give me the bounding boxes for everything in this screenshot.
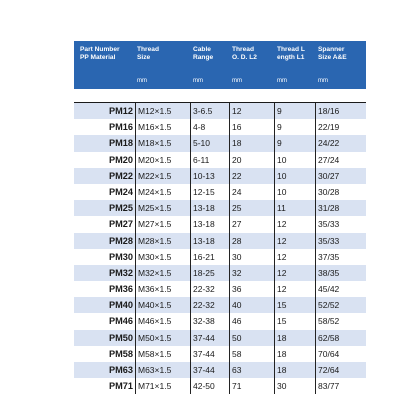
unit-label: mm <box>137 78 147 84</box>
thread-length-cell: 18 <box>277 332 287 343</box>
column-divider <box>229 103 230 119</box>
column-divider <box>274 362 275 378</box>
column-divider <box>229 330 230 346</box>
spec-table <box>74 41 366 394</box>
column-divider <box>315 135 316 151</box>
column-divider <box>190 330 191 346</box>
spanner-size-cell: 31/28 <box>318 203 340 214</box>
thread-od-cell: 16 <box>232 122 242 133</box>
thread-od-cell: 12 <box>232 106 242 116</box>
column-divider <box>190 233 191 249</box>
column-divider <box>274 249 275 265</box>
thread-length-cell: 9 <box>277 106 282 116</box>
column-divider <box>135 378 136 394</box>
spanner-size-cell: 27/24 <box>318 154 340 165</box>
column-divider <box>229 362 230 378</box>
table-row <box>74 233 366 249</box>
cable-range-cell: 16-21 <box>193 251 215 262</box>
cable-range-cell: 13-18 <box>193 235 215 246</box>
thread-length-cell: 12 <box>277 284 287 295</box>
thread-od-cell: 58 <box>232 348 242 359</box>
cable-range-cell: 42-50 <box>193 381 215 392</box>
header-part-number-line1: Part Number <box>80 46 120 53</box>
table-row <box>74 281 366 297</box>
column-divider <box>190 152 191 168</box>
column-divider <box>190 135 191 151</box>
part-number-cell: PM32 <box>108 267 133 278</box>
thread-od-cell: 32 <box>232 267 242 278</box>
table-row <box>74 249 366 265</box>
column-divider <box>315 297 316 313</box>
unit-label: mm <box>318 78 328 84</box>
column-divider <box>135 135 136 151</box>
column-divider <box>315 152 316 168</box>
table-row <box>74 119 366 135</box>
column-divider <box>135 330 136 346</box>
column-divider <box>274 330 275 346</box>
part-number-cell: PM36 <box>108 284 133 295</box>
column-divider <box>135 233 136 249</box>
cable-range-cell: 37-44 <box>193 332 215 343</box>
spanner-size-cell: 62/58 <box>318 332 340 343</box>
column-divider <box>190 378 191 394</box>
column-divider <box>274 152 275 168</box>
column-divider <box>135 184 136 200</box>
spanner-size-cell: 37/35 <box>318 251 340 262</box>
thread-size-cell: M32×1.5 <box>138 267 172 278</box>
column-divider <box>190 313 191 329</box>
thread-length-cell: 11 <box>277 203 286 214</box>
column-divider <box>274 168 275 184</box>
part-number-cell: PM63 <box>108 365 133 375</box>
thread-size-cell: M58×1.5 <box>138 348 172 359</box>
part-number-cell: PM28 <box>108 235 133 246</box>
thread-size-cell: M40×1.5 <box>138 300 172 311</box>
column-divider <box>190 103 191 119</box>
column-divider <box>315 184 316 200</box>
header-thread-length-line1: Thread L <box>277 46 305 53</box>
thread-length-cell: 15 <box>277 316 287 327</box>
thread-size-cell: M25×1.5 <box>138 203 172 214</box>
thread-od-cell: 40 <box>232 300 242 311</box>
spanner-size-cell: 35/33 <box>318 235 340 246</box>
column-divider <box>274 233 275 249</box>
table-row <box>74 184 366 200</box>
cable-range-cell: 37-44 <box>193 348 215 359</box>
spanner-size-cell: 45/42 <box>318 284 340 295</box>
column-divider <box>229 184 230 200</box>
column-divider <box>229 265 230 281</box>
unit-label: mm <box>193 78 203 84</box>
column-divider <box>274 281 275 297</box>
column-divider <box>135 313 136 329</box>
column-divider <box>135 200 136 216</box>
thread-size-cell: M24×1.5 <box>138 186 172 197</box>
header-spanner-size-line2: Size A&E <box>318 54 347 61</box>
thread-length-cell: 15 <box>277 300 287 311</box>
part-number-cell: PM20 <box>108 154 133 165</box>
table-row <box>74 200 366 216</box>
column-divider <box>315 346 316 362</box>
thread-length-cell: 10 <box>277 170 287 181</box>
column-divider <box>135 168 136 184</box>
part-number-cell: PM12 <box>108 106 133 116</box>
thread-size-cell: M63×1.5 <box>138 365 172 375</box>
column-divider <box>229 281 230 297</box>
column-divider <box>190 346 191 362</box>
thread-od-cell: 20 <box>232 154 242 165</box>
header-cable-range-line2: Range <box>193 54 214 61</box>
thread-od-cell: 71 <box>232 381 242 392</box>
column-divider <box>315 119 316 135</box>
spanner-size-cell: 58/52 <box>318 316 340 327</box>
thread-length-cell: 9 <box>277 138 282 149</box>
thread-od-cell: 27 <box>232 219 242 230</box>
column-divider <box>315 265 316 281</box>
unit-label: mm <box>232 78 242 84</box>
cable-range-cell: 4-8 <box>193 122 206 133</box>
table-row <box>74 313 366 329</box>
thread-length-cell: 10 <box>277 154 287 165</box>
spanner-size-cell: 38/35 <box>318 267 340 278</box>
column-divider <box>190 249 191 265</box>
column-divider <box>229 313 230 329</box>
column-divider <box>229 346 230 362</box>
table-row <box>74 216 366 232</box>
part-number-cell: PM16 <box>108 122 133 133</box>
part-number-cell: PM71 <box>108 381 133 392</box>
table-row <box>74 346 366 362</box>
column-divider <box>315 233 316 249</box>
cable-range-cell: 22-32 <box>193 300 215 311</box>
table-body <box>74 102 366 394</box>
cable-range-cell: 22-32 <box>193 284 215 295</box>
header-gap <box>74 89 366 102</box>
column-divider <box>274 313 275 329</box>
thread-size-cell: M36×1.5 <box>138 284 172 295</box>
header-spanner-size-line1: Spanner <box>318 46 345 53</box>
column-divider <box>229 119 230 135</box>
thread-size-cell: M46×1.5 <box>138 316 172 327</box>
thread-od-cell: 22 <box>232 170 242 181</box>
column-divider <box>229 378 230 394</box>
column-divider <box>135 346 136 362</box>
spanner-size-cell: 24/22 <box>318 138 340 149</box>
column-divider <box>190 281 191 297</box>
thread-od-cell: 24 <box>232 186 242 197</box>
thread-od-cell: 50 <box>232 332 242 343</box>
column-divider <box>274 135 275 151</box>
thread-size-cell: M28×1.5 <box>138 235 172 246</box>
table-row <box>74 378 366 394</box>
thread-size-cell: M22×1.5 <box>138 170 172 181</box>
cable-range-cell: 32-38 <box>193 316 215 327</box>
column-divider <box>229 216 230 232</box>
thread-length-cell: 12 <box>277 219 287 230</box>
spanner-size-cell: 18/16 <box>318 106 340 116</box>
part-number-cell: PM27 <box>108 219 133 230</box>
column-divider <box>315 200 316 216</box>
table-row <box>74 297 366 313</box>
thread-od-cell: 46 <box>232 316 242 327</box>
thread-od-cell: 36 <box>232 284 242 295</box>
cable-range-cell: 18-25 <box>193 267 215 278</box>
column-divider <box>315 378 316 394</box>
column-divider <box>274 119 275 135</box>
column-divider <box>229 233 230 249</box>
column-divider <box>135 119 136 135</box>
column-divider <box>135 362 136 378</box>
thread-size-cell: M16×1.5 <box>138 122 172 133</box>
column-divider <box>315 281 316 297</box>
thread-size-cell: M12×1.5 <box>138 106 172 116</box>
column-divider <box>135 265 136 281</box>
thread-size-cell: M20×1.5 <box>138 154 172 165</box>
column-divider <box>229 249 230 265</box>
table-row <box>74 168 366 184</box>
cable-range-cell: 10-13 <box>193 170 215 181</box>
column-divider <box>315 362 316 378</box>
header-thread-size-line2: Size <box>137 54 151 61</box>
part-number-cell: PM24 <box>108 186 133 197</box>
column-divider <box>135 216 136 232</box>
spanner-size-cell: 72/64 <box>318 365 340 375</box>
header-thread-od-line1: Thread <box>232 46 254 53</box>
unit-label: mm <box>277 78 287 84</box>
cable-range-cell: 37-44 <box>193 365 215 375</box>
column-divider <box>190 184 191 200</box>
column-divider <box>190 200 191 216</box>
column-divider <box>190 216 191 232</box>
thread-length-cell: 12 <box>277 251 287 262</box>
thread-od-cell: 28 <box>232 235 242 246</box>
part-number-cell: PM22 <box>108 170 133 181</box>
thread-size-cell: M18×1.5 <box>138 138 172 149</box>
column-divider <box>274 346 275 362</box>
thread-length-cell: 30 <box>277 381 287 392</box>
spanner-size-cell: 30/28 <box>318 186 340 197</box>
column-divider <box>274 378 275 394</box>
column-divider <box>315 216 316 232</box>
header-part-number-line2: PP Material <box>80 54 116 61</box>
cable-range-cell: 5-10 <box>193 138 211 149</box>
part-number-cell: PM30 <box>108 251 133 262</box>
header-thread-od-line2: O. D. L2 <box>232 54 257 61</box>
column-divider <box>190 168 191 184</box>
part-number-cell: PM18 <box>108 138 133 149</box>
column-divider <box>190 362 191 378</box>
column-divider <box>274 297 275 313</box>
spanner-size-cell: 83/77 <box>318 381 340 392</box>
part-number-cell: PM50 <box>108 332 133 343</box>
table-row <box>74 330 366 346</box>
cable-range-cell: 6-11 <box>193 154 210 165</box>
part-number-cell: PM46 <box>108 316 133 327</box>
column-divider <box>274 265 275 281</box>
thread-length-cell: 18 <box>277 365 287 375</box>
spanner-size-cell: 30/27 <box>318 170 340 181</box>
table-row <box>74 135 366 151</box>
column-divider <box>229 135 230 151</box>
column-divider <box>274 200 275 216</box>
header-thread-length-line2: ength L1 <box>277 54 305 61</box>
thread-length-cell: 12 <box>277 267 287 278</box>
column-divider <box>190 297 191 313</box>
thread-length-cell: 10 <box>277 186 287 197</box>
spanner-size-cell: 52/52 <box>318 300 340 311</box>
column-divider <box>274 216 275 232</box>
column-divider <box>315 313 316 329</box>
part-number-cell: PM58 <box>108 348 133 359</box>
column-divider <box>190 265 191 281</box>
thread-size-cell: M30×1.5 <box>138 251 172 262</box>
thread-size-cell: M71×1.5 <box>138 381 172 392</box>
thread-od-cell: 63 <box>232 365 242 375</box>
part-number-cell: PM40 <box>108 300 133 311</box>
header-thread-size-line1: Thread <box>137 46 159 53</box>
header-cable-range-line1: Cable <box>193 46 211 53</box>
spanner-size-cell: 22/19 <box>318 122 340 133</box>
thread-size-cell: M27×1.5 <box>138 219 172 230</box>
column-divider <box>315 330 316 346</box>
thread-size-cell: M50×1.5 <box>138 332 172 343</box>
table-row <box>74 265 366 281</box>
thread-od-cell: 18 <box>232 138 242 149</box>
thread-length-cell: 18 <box>277 348 287 359</box>
column-divider <box>135 281 136 297</box>
thread-length-cell: 12 <box>277 235 287 246</box>
column-divider <box>315 103 316 119</box>
thread-od-cell: 25 <box>232 203 242 214</box>
part-number-cell: PM25 <box>108 203 133 214</box>
spanner-size-cell: 35/33 <box>318 219 340 230</box>
column-divider <box>274 103 275 119</box>
column-divider <box>190 119 191 135</box>
cable-range-cell: 3-6.5 <box>193 106 213 116</box>
table-row <box>74 103 366 119</box>
column-divider <box>135 152 136 168</box>
table-row <box>74 362 366 378</box>
column-divider <box>229 200 230 216</box>
column-divider <box>315 168 316 184</box>
thread-od-cell: 30 <box>232 251 242 262</box>
column-divider <box>229 297 230 313</box>
table-header <box>74 41 366 89</box>
table-row <box>74 152 366 168</box>
column-divider <box>135 103 136 119</box>
cable-range-cell: 13-18 <box>193 219 215 230</box>
thread-length-cell: 9 <box>277 122 282 133</box>
column-divider <box>229 152 230 168</box>
column-divider <box>135 249 136 265</box>
column-divider <box>229 168 230 184</box>
cable-range-cell: 13-18 <box>193 203 215 214</box>
column-divider <box>274 184 275 200</box>
column-divider <box>315 249 316 265</box>
spanner-size-cell: 70/64 <box>318 348 340 359</box>
column-divider <box>135 297 136 313</box>
cable-range-cell: 12-15 <box>193 186 215 197</box>
